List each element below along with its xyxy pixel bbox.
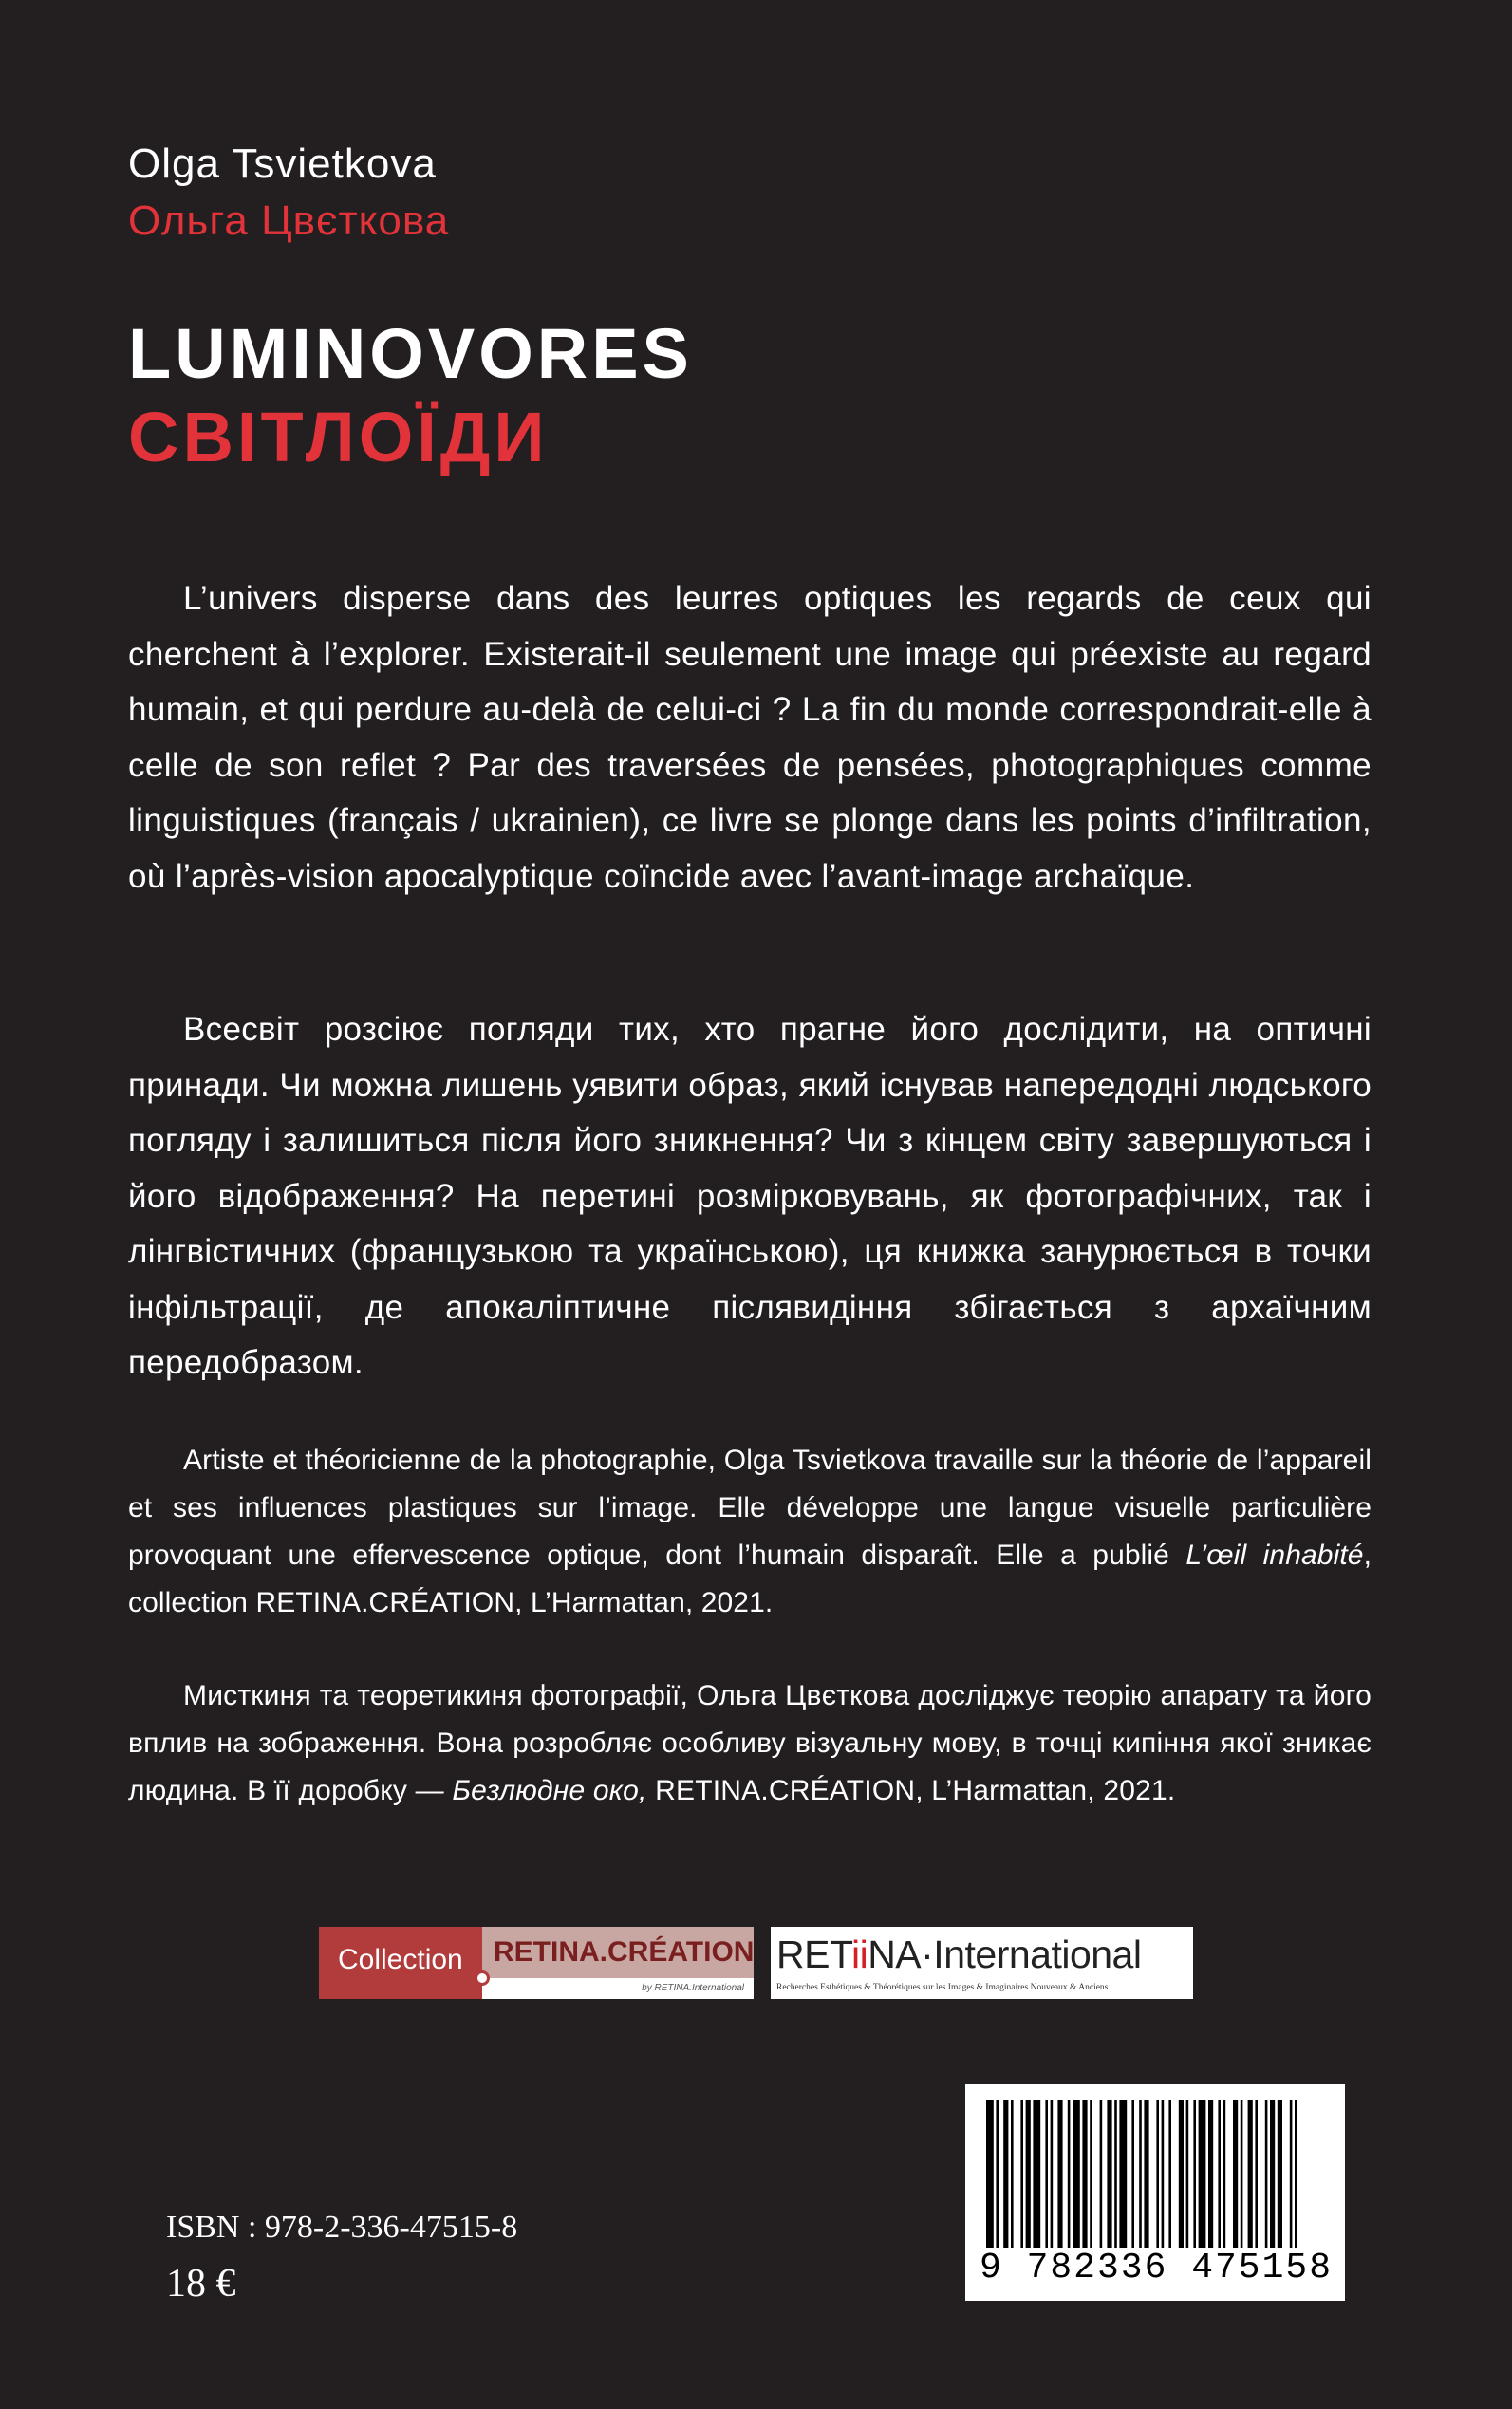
retina-name-post: NA·International [868, 1933, 1142, 1976]
blurb-fr [128, 571, 1372, 905]
blurb-ua [128, 1002, 1372, 1391]
barcode-bar [1199, 2100, 1206, 2259]
collection-name: RETINA.CRÉATION [494, 1936, 755, 1968]
barcode-bar [1090, 2100, 1092, 2259]
bio-ua-tail: RETINA.CRÉATION, L’Harmattan, 2021. [646, 1775, 1176, 1806]
collection-retina-creation-logo [319, 1927, 754, 1999]
author-name-fr: Olga Tsvietkova [128, 140, 437, 187]
isbn: ISBN : 978-2-336-47515-8 [166, 2210, 518, 2245]
author-name-ua: Ольга Цвєткова [128, 197, 450, 244]
book-title-fr: LUMINOVORES [128, 314, 693, 393]
barcode-bar [1119, 2100, 1127, 2259]
blurb-fr-text: L’univers disperse dans des leurres optiques les regards de ceux qui cherchent à l’explorer. Existerait-il seulement une image qui préexiste au regard humain, et qui perdure au-delà de celui-ci ? La fin du monde correspondrait-elle à celle de son reflet ? Par des traversées de pensées, photographiques comme linguistiques (français / ukrainien), ce livre se plonge dans les points d’infiltration, où l’après-vision apocalyptique coïncide avec l’avant-image archaïque. [128, 580, 1372, 895]
collection-logo-left-panel [319, 1927, 482, 1999]
barcode-bar [1241, 2100, 1243, 2259]
barcode-bar [1026, 2100, 1031, 2259]
barcode-bar [1248, 2100, 1253, 2259]
barcode-bar [1265, 2100, 1268, 2259]
blurb-ua-text: Всесвіт розсіює погляди тих, хто прагне його дослідити, на оптичні принади. Чи можна лишень уявити образ, який існував напередодні людського погляду і залишиться після його зникнення? Чи з кінцем світу завершуються і його відображення? На перетині розмірковувань, як фотографічних, так і лінгвістичних (французькою та українською), ця книжка занурюється в точки інфільтрації, де апокаліптичне післявидіння збігається з архаїчним передобразом. [128, 1011, 1372, 1381]
bio-fr-text: Artiste et théoricienne de la photographie, Olga Tsvietkova travaille sur la théorie de l’appareil et ses influences plastiques sur l’image. Elle développe une langue visuelle particulière provoquant une effervescence optique, dont l’humain disparaît. Elle a publié [128, 1445, 1372, 1571]
barcode-bar [1068, 2100, 1071, 2259]
barcode-bar [1082, 2100, 1087, 2259]
bio-ua [128, 1672, 1372, 1815]
barcode-bar [1193, 2100, 1196, 2259]
barcode-bar [1051, 2100, 1054, 2259]
bio-ua-book-title: Безлюдне око, [452, 1775, 647, 1806]
barcode-bar [1223, 2100, 1226, 2259]
barcode-bar [1131, 2100, 1134, 2259]
collection-logo-name-panel [482, 1927, 754, 1978]
barcode-bar [1233, 2100, 1238, 2259]
barcode-bar [1179, 2100, 1184, 2259]
barcode-bar [1186, 2100, 1189, 2259]
price: 18 € [166, 2262, 236, 2306]
barcode-bar [1168, 2100, 1171, 2259]
barcode-bar [1033, 2100, 1040, 2259]
book-title-ua: СВІТЛОЇДИ [128, 398, 549, 476]
barcode-bar [1020, 2100, 1023, 2259]
barcode-bar [1144, 2100, 1148, 2259]
barcode-bar [1073, 2100, 1080, 2259]
retina-name-mid: ii [850, 1933, 868, 1976]
barcode-bar [986, 2100, 994, 2259]
barcode-bar [1208, 2100, 1213, 2259]
barcode-bar [1114, 2100, 1117, 2259]
barcode [965, 2084, 1345, 2301]
bio-fr-book-title: L’œil inhabité [1185, 1540, 1364, 1571]
barcode-bar [1003, 2100, 1008, 2259]
collection-label: Collection [338, 1944, 463, 1975]
bio-fr [128, 1437, 1372, 1627]
collection-sub: by RETINA.International [642, 1983, 744, 1993]
retina-logo-name [776, 1933, 1141, 1977]
barcode-digits: 9 782336 475158 [971, 2248, 1341, 2288]
barcode-bar [1290, 2100, 1293, 2259]
barcode-bar [1255, 2100, 1258, 2259]
barcode-bar [996, 2100, 999, 2259]
barcode-bar [1295, 2100, 1297, 2259]
retina-tagline: Recherches Esthétiques & Théorétiques sur les Images & Imaginaires Nouveaux & Anciens [776, 1983, 1109, 1992]
barcode-bar [1011, 2100, 1014, 2259]
barcode-bar [1107, 2100, 1111, 2259]
barcode-bar [1100, 2100, 1103, 2259]
collection-logo-divider [319, 1978, 482, 1982]
bio-ua-text: Мисткиня та теоретикиня фотографії, Ольга Цвєткова досліджує теорію апарату та його вплив на зображення. Вона розробляє особливу візуальну мову, в точці кипіння якої зникає людина. В її доробку — [128, 1680, 1372, 1806]
barcode-bar [1156, 2100, 1159, 2259]
barcode-bar [1057, 2100, 1062, 2259]
barcode-bar [1278, 2100, 1282, 2259]
barcode-bar [1139, 2100, 1142, 2259]
barcode-bar [1270, 2100, 1275, 2259]
retina-international-logo [771, 1927, 1193, 1999]
collection-logo-dot-icon [475, 1970, 490, 1986]
retina-name-pre: RET [776, 1933, 851, 1976]
bio-fr-tail: , collection RETINA.CRÉATION, L’Harmattan, 2021. [128, 1540, 1372, 1618]
barcode-bar [1045, 2100, 1048, 2259]
barcode-bar [1162, 2100, 1165, 2259]
barcode-bar [1218, 2100, 1221, 2259]
